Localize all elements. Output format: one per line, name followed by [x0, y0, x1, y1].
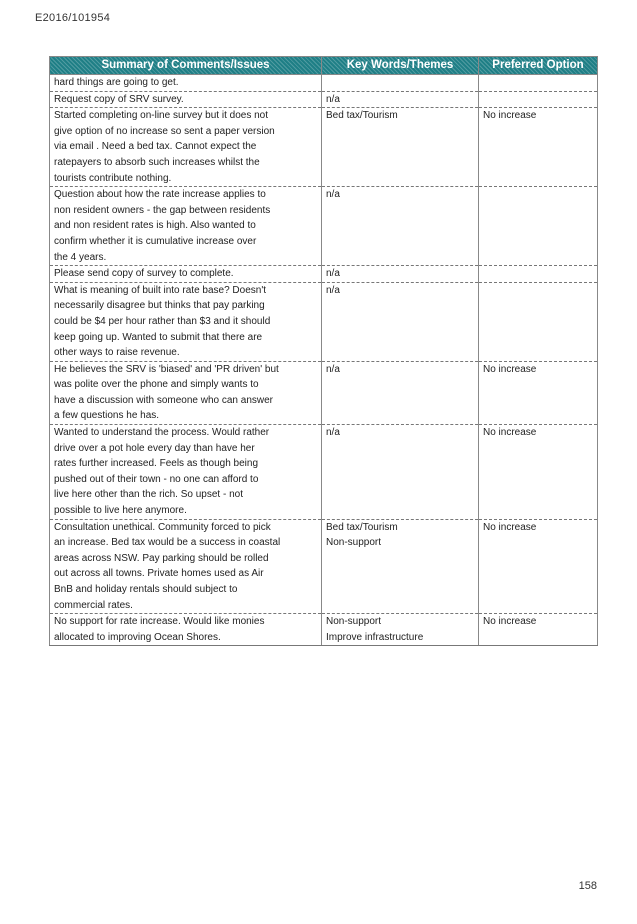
comment-line: Started completing on-line survey but it does not: [54, 110, 269, 122]
comment-line: non resident owners - the gap between residents: [54, 204, 271, 216]
keywords-cell: [322, 282, 479, 361]
keywords-cell: [322, 519, 479, 614]
comment-cell: [50, 75, 322, 92]
keywords-cell: [322, 187, 479, 266]
table-row: [50, 187, 598, 266]
comment-cell: [50, 266, 322, 283]
comment-line: What is meaning of built into rate base? Doesn't: [54, 284, 267, 296]
table-row: [50, 91, 598, 108]
comment-line: live here other than the rich. So upset - not: [54, 489, 243, 501]
table-row: [50, 282, 598, 361]
comment-line: was polite over the phone and simply wants to: [54, 379, 259, 391]
preferred-option-cell: [479, 282, 598, 361]
comment-line: rates further increased. Feels as though being: [54, 458, 259, 470]
comment-cell: [50, 614, 322, 646]
keyword-line: Non-support: [326, 616, 382, 628]
comment-line: possible to live here anymore.: [54, 505, 187, 517]
comment-line: other ways to raise revenue.: [54, 347, 180, 359]
preferred-option-cell: [479, 108, 598, 187]
preferred-option-cell: [479, 91, 598, 108]
keywords-cell: [322, 361, 479, 424]
comment-line: the 4 years.: [54, 251, 107, 263]
comment-line: Wanted to understand the process. Would rather: [54, 427, 270, 439]
keywords-cell: [322, 75, 479, 92]
header-summary: Summary of Comments/Issues: [50, 57, 322, 75]
comment-line: pushed out of their town - no one can afford to: [54, 473, 259, 485]
keyword-line: Bed tax/Tourism: [326, 521, 398, 533]
table-row: [50, 519, 598, 614]
comment-line: commercial rates.: [54, 599, 133, 611]
keywords-cell: [322, 108, 479, 187]
comment-line: He believes the SRV is 'biased' and 'PR driven' but: [54, 363, 279, 375]
keyword-line: n/a: [326, 93, 340, 105]
preferred-option-value: No increase: [483, 110, 537, 122]
header-preferred-option: Preferred Option: [479, 57, 598, 75]
keyword-line: Non-support: [326, 537, 382, 549]
comment-line: Request copy of SRV survey.: [54, 93, 184, 105]
comment-line: hard things are going to get.: [54, 77, 179, 88]
preferred-option-cell: [479, 266, 598, 283]
keywords-cell: [322, 425, 479, 520]
comment-cell: [50, 282, 322, 361]
preferred-option-cell: [479, 361, 598, 424]
comment-line: give option of no increase so sent a paper version: [54, 125, 275, 137]
preferred-option-cell: [479, 75, 598, 92]
comment-line: and non resident rates is high. Also wanted to: [54, 220, 256, 232]
table-row: [50, 108, 598, 187]
keywords-cell: [322, 614, 479, 646]
document-reference: E2016/101954: [35, 12, 111, 24]
comment-cell: [50, 361, 322, 424]
comments-table: [49, 56, 598, 646]
comment-line: necessarily disagree but thinks that pay parking: [54, 300, 265, 312]
comment-cell: [50, 187, 322, 266]
comment-line: No support for rate increase. Would like monies: [54, 616, 265, 628]
keyword-line: n/a: [326, 268, 340, 280]
keyword-line: Bed tax/Tourism: [326, 110, 398, 122]
comment-line: tourists contribute nothing.: [54, 172, 172, 184]
comment-line: an increase. Bed tax would be a success in coastal: [54, 537, 281, 549]
comment-line: confirm whether it is cumulative increase over: [54, 235, 257, 247]
keywords-cell: [322, 266, 479, 283]
keyword-line: n/a: [326, 284, 340, 296]
table-header-row: [50, 57, 598, 75]
keyword-line: Improve infrastructure: [326, 631, 424, 643]
table-row: [50, 425, 598, 520]
preferred-option-value: No increase: [483, 616, 537, 628]
preferred-option-cell: [479, 187, 598, 266]
preferred-option-value: No increase: [483, 521, 537, 533]
comment-line: Question about how the rate increase applies to: [54, 189, 266, 201]
comment-cell: [50, 91, 322, 108]
preferred-option-value: No increase: [483, 363, 537, 375]
comment-line: areas across NSW. Pay parking should be rolled: [54, 552, 269, 564]
comment-line: BnB and holiday rentals should subject to: [54, 584, 238, 595]
table-row: [50, 614, 598, 646]
comment-line: keep going up. Wanted to submit that there are: [54, 331, 263, 343]
preferred-option-cell: [479, 614, 598, 646]
page-number: 158: [578, 880, 597, 892]
comment-line: allocated to improving Ocean Shores.: [54, 631, 221, 643]
comment-line: ratepayers to absorb such increases whilst the: [54, 156, 260, 168]
keyword-line: n/a: [326, 427, 340, 439]
header-keywords: Key Words/Themes: [322, 57, 479, 75]
preferred-option-cell: [479, 519, 598, 614]
table-row: [50, 361, 598, 424]
comment-line: Please send copy of survey to complete.: [54, 268, 234, 280]
table-row: [50, 75, 598, 92]
comment-line: a few questions he has.: [54, 410, 160, 422]
comment-line: have a discussion with someone who can answer: [54, 394, 274, 406]
table-row: [50, 266, 598, 283]
comment-cell: [50, 108, 322, 187]
keyword-line: n/a: [326, 363, 340, 375]
comment-line: Consultation unethical. Community forced to pick: [54, 521, 271, 533]
comment-line: out across all towns. Private homes used as Air: [54, 568, 264, 580]
keyword-line: n/a: [326, 189, 340, 201]
comment-line: via email . Need a bed tax. Cannot expect the: [54, 141, 257, 153]
preferred-option-cell: [479, 425, 598, 520]
keywords-cell: [322, 91, 479, 108]
comment-line: drive over a pot hole every day than have her: [54, 442, 255, 454]
comment-cell: [50, 519, 322, 614]
preferred-option-value: No increase: [483, 427, 537, 439]
comment-line: could be $4 per hour rather than $3 and it should: [54, 315, 271, 327]
comment-cell: [50, 425, 322, 520]
